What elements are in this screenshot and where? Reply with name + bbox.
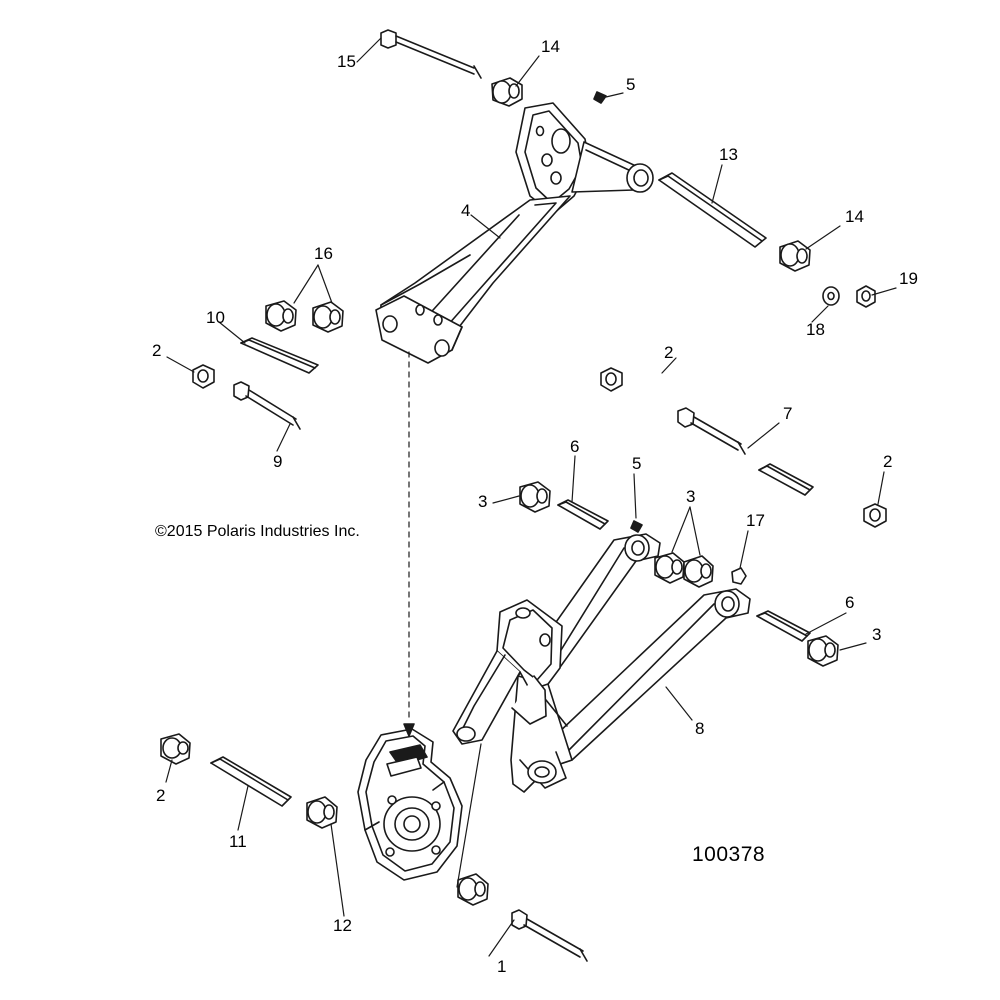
bolt-9	[234, 382, 300, 429]
callout-4: 4	[461, 201, 471, 220]
sleeve-7	[759, 464, 813, 495]
callout-6-left: 6	[570, 437, 580, 456]
callout-5-mid: 5	[632, 454, 642, 473]
washer-18	[823, 287, 839, 305]
callout-6-right: 6	[845, 593, 855, 612]
callout-12: 12	[333, 916, 352, 935]
callout-14-right: 14	[845, 207, 864, 226]
nut-2-mid	[601, 368, 622, 391]
callout-18: 18	[806, 320, 825, 339]
bolt-7	[678, 408, 745, 454]
callout-8: 8	[695, 719, 705, 738]
figure-number: 100378	[692, 843, 766, 866]
bushing-12	[307, 797, 337, 828]
callout-14-top: 14	[541, 37, 560, 56]
callout-3-pair: 3	[686, 487, 696, 506]
nut-2-lower-left	[161, 734, 190, 764]
bushing-14-right	[780, 241, 810, 271]
clip-17	[732, 568, 746, 584]
bushings-16	[266, 301, 343, 332]
bushings-3-pair	[655, 553, 713, 587]
callout-3-left: 3	[478, 492, 488, 511]
sleeve-6-right	[757, 611, 810, 641]
sleeve-10	[241, 338, 318, 373]
bushing-14-top	[492, 78, 522, 106]
callout-2-left-upper: 2	[152, 341, 162, 360]
bolt-15	[381, 30, 481, 78]
pin-5-top	[594, 92, 606, 103]
bushing-3-left	[520, 482, 550, 512]
callout-10: 10	[206, 308, 225, 327]
nut-2-right	[864, 504, 886, 527]
bolt-1	[512, 910, 587, 961]
callout-17: 17	[746, 511, 765, 530]
bearing-carrier	[358, 729, 462, 880]
bushing-hub-lower	[458, 874, 488, 905]
callout-9: 9	[273, 452, 283, 471]
bushing-3-right	[808, 636, 838, 666]
sleeve-11	[211, 757, 291, 806]
callout-15: 15	[337, 52, 356, 71]
sleeve-6-left	[558, 500, 608, 529]
nut-2-left-upper	[193, 365, 214, 388]
callout-2-right: 2	[883, 452, 893, 471]
callout-3-right: 3	[872, 625, 882, 644]
tube-13	[659, 173, 766, 247]
callout-16: 16	[314, 244, 333, 263]
callout-11: 11	[229, 832, 247, 851]
callout-7: 7	[783, 404, 793, 423]
callout-5-top: 5	[626, 75, 636, 94]
copyright-notice: ©2015 Polaris Industries Inc.	[155, 523, 360, 540]
callout-19: 19	[899, 269, 918, 288]
upper-a-arm	[376, 103, 653, 363]
callout-13: 13	[719, 145, 738, 164]
pin-5-mid	[631, 521, 642, 532]
nut-19	[857, 286, 875, 307]
callout-1: 1	[497, 957, 507, 976]
callout-2-lower-left: 2	[156, 786, 166, 805]
callout-2-mid: 2	[664, 343, 674, 362]
